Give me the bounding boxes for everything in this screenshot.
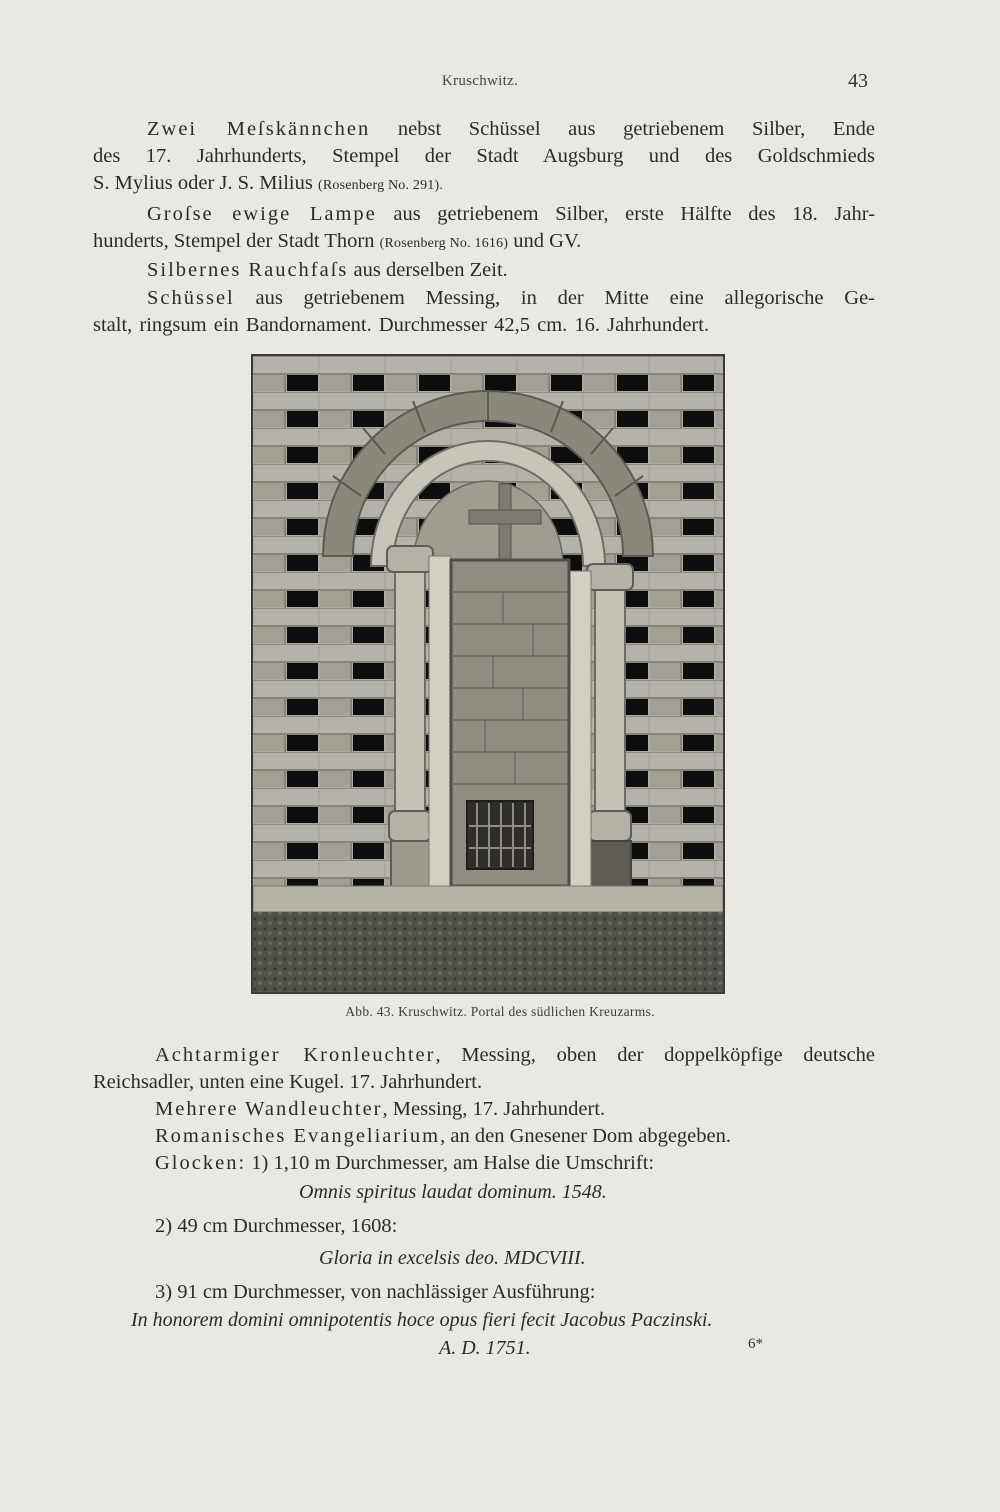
figure-caption <box>0 1004 1000 1020</box>
paragraph-text: aus derselben Zeit. <box>348 259 508 281</box>
signature-mark: 6* <box>748 1336 763 1352</box>
paragraph-line <box>93 257 875 284</box>
item-term: Silbernes Rauchfaſs <box>147 259 349 281</box>
paragraph-text: hunderts, Stempel der Stadt Thorn <box>93 230 380 252</box>
item-term: Schüssel <box>147 287 235 309</box>
reference-note: (Rosenberg No. 291). <box>317 178 444 193</box>
bell-1-inscription: Omnis spiritus laudat dominum. 1548. <box>299 1181 607 1203</box>
paragraph-line: stalt, ringsum ein Bandornament. Durchmesser 42,5 cm. 16. Jahrhundert. <box>93 314 710 336</box>
paragraph-messkaennchen <box>93 116 875 199</box>
portal-photograph <box>251 354 725 994</box>
paragraph-text: nebst Schüssel aus getriebenem Silber, Ende <box>370 118 875 140</box>
paragraph-text: S. Mylius oder J. S. Milius <box>93 172 318 194</box>
paragraph-text: , an den Gnesener Dom abgegeben. <box>440 1125 731 1147</box>
paragraph-text: aus getriebenem Silber, erste Hälfte des 18. Jahr- <box>376 203 875 225</box>
running-title: Kruschwitz. <box>441 73 519 89</box>
item-term: Mehrere Wandleuchter <box>155 1098 383 1120</box>
bell-3-inscription-line-1: In honorem domini omnipotentis hoce opus fieri fecit Jacobus Paczinski. <box>131 1309 713 1331</box>
paragraph-line <box>93 170 875 199</box>
paragraph-text: 1) 1,10 m Durchmesser, am Halse die Umschrift: <box>246 1152 655 1174</box>
paragraph-text: , Messing, 17. Jahrhundert. <box>382 1098 606 1120</box>
paragraph-line <box>93 1123 875 1150</box>
inventory-bottom <box>93 1042 875 1177</box>
paragraph-line <box>93 1096 875 1123</box>
paragraph-kronleuchter <box>93 1042 875 1096</box>
bell-2-inscription: Gloria in excelsis deo. MDCVIII. <box>319 1247 586 1269</box>
paragraph-line <box>93 1042 875 1069</box>
paragraph-text: und GV. <box>508 230 582 252</box>
item-term: Zwei Meſskännchen <box>147 118 371 140</box>
bell-3-description: 3) 91 cm Durchmesser, von nachlässiger Ausführung: <box>155 1281 596 1303</box>
paragraph-line <box>93 201 875 228</box>
paragraph-schuessel <box>93 285 875 339</box>
paragraph-rauchfass <box>93 257 875 284</box>
page-number: 43 <box>848 70 868 92</box>
portal-illustration <box>253 356 723 992</box>
item-term: Glocken: <box>155 1152 247 1174</box>
paragraph-glocken <box>93 1150 875 1177</box>
paragraph-line <box>93 285 875 312</box>
paragraph-line <box>93 228 875 257</box>
paragraph-text: aus getriebenem Messing, in der Mitte eine allegorische Ge- <box>234 287 875 309</box>
paragraph-line: des 17. Jahrhunderts, Stempel der Stadt Augsburg und des Goldschmieds <box>93 145 875 167</box>
caption-text: Abb. 43. Kruschwitz. Portal des südlichen Kreuzarms. <box>345 1004 655 1019</box>
bell-3-inscription-line-2: A. D. 1751. <box>439 1337 531 1359</box>
paragraph-line <box>93 1150 875 1177</box>
reference-note: (Rosenberg No. 1616) <box>379 236 509 251</box>
paragraph-line <box>93 116 875 143</box>
bell-inscriptions <box>93 1178 875 1362</box>
inventory-top <box>93 116 875 339</box>
paragraph-evangeliarium <box>93 1123 875 1150</box>
item-term: Romanisches Evangeliarium <box>155 1125 441 1147</box>
paragraph-line: Reichsadler, unten eine Kugel. 17. Jahrhundert. <box>93 1071 483 1093</box>
paragraph-text: , Messing, oben der doppelköpfige deutsche <box>435 1044 875 1066</box>
paragraph-wandleuchter <box>93 1096 875 1123</box>
item-term: Groſse ewige Lampe <box>147 203 377 225</box>
item-term: Achtarmiger Kronleuchter <box>155 1044 436 1066</box>
bell-2-description: 2) 49 cm Durchmesser, 1608: <box>155 1215 398 1237</box>
running-head <box>0 70 1000 94</box>
paragraph-ewige-lampe <box>93 201 875 257</box>
